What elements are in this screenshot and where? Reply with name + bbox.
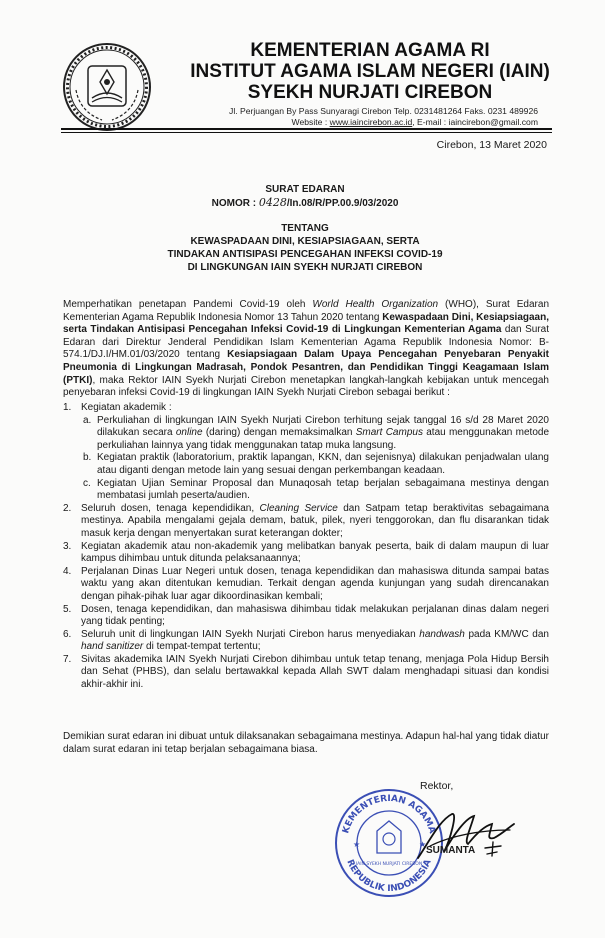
institute-subname: SYEKH NURJATI CIREBON [247,82,493,103]
email-link[interactable]: iaincirebon@gmail.com [448,117,538,127]
header-rule [61,128,552,130]
sub-item: b. Kegiatan praktik (laboratorium, praktik lapangan, KKN, dan sejenisnya) dilakukan penjadwalan ulang atau diganti dengan metode lain yang sesuai dengan perkembangan keadaan. [83,452,549,476]
list-item: 7. Sivitas akademika IAIN Syekh Nurjati Cirebon dihimbau untuk tetap tenang, menjaga Pola Hidup Bersih dan Sehat (PHBS), dan selalu bertawakkal kepada Allah SWT dalam menghadapi situasi dan kondisi akhir-akhir ini. [63,653,549,691]
ministry-name: KEMENTERIAN AGAMA RI [250,40,490,61]
iain-logo [62,42,152,132]
contact-line: Website : www.iaincirebon.ac.id, E-mail : iaincirebon@gmail.com [291,117,538,127]
svg-text:★: ★ [353,840,361,849]
sub-item: a. Perkuliahan di lingkungan IAIN Syekh Nurjati Cirebon terhitung sejak tanggal 16 s/d 28 Maret 2020 dilakukan secara online (daring) dengan memaksimalkan Smart Campus atau menggunakan metode perkuliahan lainnya yang tidak menggunakan tatap muka langsung. [83,414,550,451]
sub-item: c. Kegiatan Ujian Seminar Proposal dan Munaqosah tetap berjalan sebagaimana mestinya dengan membatasi jumlah peserta/audien. [83,477,549,502]
intro-paragraph: Memperhatikan penetapan Pandemi Covid-19 oleh World Health Organization (WHO), Surat Edaran Kementerian Agama Republik Indonesia Nomor 13 Tahun 2020 tentang Kewaspadaan Dini, Kesiapsiagaan, serta Tindakan Antisipasi Pencegahan Infeksi Covid-19 di Lingkungan Kementerian Agama dan Surat Edaran dari Direktur Jenderal Pendidikan Islam Kementerian Agama Republik Indonesia Nomor: B-574.1/DJ.I/HM.01/03/2020 tentang Kesiapsiagaan Dalam Upaya Pencegahan Penyebaran Penyakit Pneumonia di Lingkungan Madrasah, Pondok Pesantren, dan Pendidikan Tinggi Keagamaan Islam (PTKI), maka Rektor IAIN Syekh Nurjati Cirebon menetapkan langkah-langkah kebijakan untuk mencegah penyebaran infeksi Covid-19 di lingkungan IAIN Syekh Nurjati Cirebon sebagai berikut : [63,299,549,399]
list-item: 4. Perjalanan Dinas Luar Negeri untuk dosen, tenaga kependidikan dan mahasiswa ditunda sampai batas waktu yang akan ditentukan kemudian. Terkait dengan agenda kunjungan yang sudah direncanakan dengan pihak-pihak luar agar dikoordinasikan kembali; [63,565,549,602]
address: Jl. Perjuangan By Pass Sunyaragi Cirebon Telp. 0231481264 Faks. 0231 489926 [229,106,538,116]
policy-list [63,402,549,692]
closing-paragraph: Demikian surat edaran ini dibuat untuk dilaksanakan sebagaimana mestinya. Adapun hal-hal yang tidak diatur dalam surat edaran ini tetap berjalan sebagaimana biasa. [63,731,549,755]
svg-text:KEMENTERIAN AGAMA: KEMENTERIAN AGAMA [341,793,437,835]
signatory-title: Rektor, [420,780,454,792]
letter-number: NOMOR : 0428/In.08/R/PP.00.9/03/2020 [211,196,399,209]
subject-line-1: KEWASPADAAN DINI, KESIAPSIAGAAN, SERTA [190,236,420,247]
website-link[interactable]: www.iaincirebon.ac.id [329,117,413,127]
letter-type: SURAT EDARAN [265,184,345,195]
letterhead [180,40,560,128]
list-item: 1. Kegiatan akademik : [63,402,172,413]
letter-date: Cirebon, 13 Maret 2020 [436,139,547,151]
header-rule-thin [61,132,552,133]
handwritten-number: 0428 [258,196,287,209]
list-item: 3. Kegiatan akademik atau non-akademik yang melibatkan banyak peserta, baik di dalam maupun di luar kampus dihimbau untuk ditunda pelaksanaannya; [63,540,549,565]
svg-text:IAIN SYEKH NURJATI CIREBON: IAIN SYEKH NURJATI CIREBON [355,862,423,867]
list-item: 6. Seluruh unit di lingkungan IAIN Syekh Nurjati Cirebon harus menyediakan handwash pada KM/WC dan hand sanitizer di tempat-tempat tertentu; [63,628,549,653]
list-item: 5. Dosen, tenaga kependidikan, dan mahasiswa dihimbau tidak melakukan perjalanan dinas dalam negeri yang tidak penting; [63,603,549,628]
signature-scribble [410,800,520,870]
list-item: 2. Seluruh dosen, tenaga kependidikan, Cleaning Service dan Satpam tetap beraktivitas sebagaimana mestinya. Apabila mengalami gejala demam, batuk, pilek, nyeri tenggorokan, dan flu disarankan tidak masuk kerja dengan menyertakan surat keterangan dokter; [63,502,550,539]
svg-text:REPUBLIK INDONESIA: REPUBLIK INDONESIA [344,858,434,895]
svg-text:★: ★ [419,840,427,849]
subject-line-2: TINDAKAN ANTISIPASI PENCEGAHAN INFEKSI COVID-19 [167,249,443,260]
tentang-heading: TENTANG [281,223,329,234]
institute-name: INSTITUT AGAMA ISLAM NEGERI (IAIN) [190,61,550,82]
initial-mark [483,840,505,858]
subject-line-3: DI LINGKUNGAN IAIN SYEKH NURJATI CIREBON [187,262,423,273]
signatory-name: SUMANTA [426,845,476,856]
